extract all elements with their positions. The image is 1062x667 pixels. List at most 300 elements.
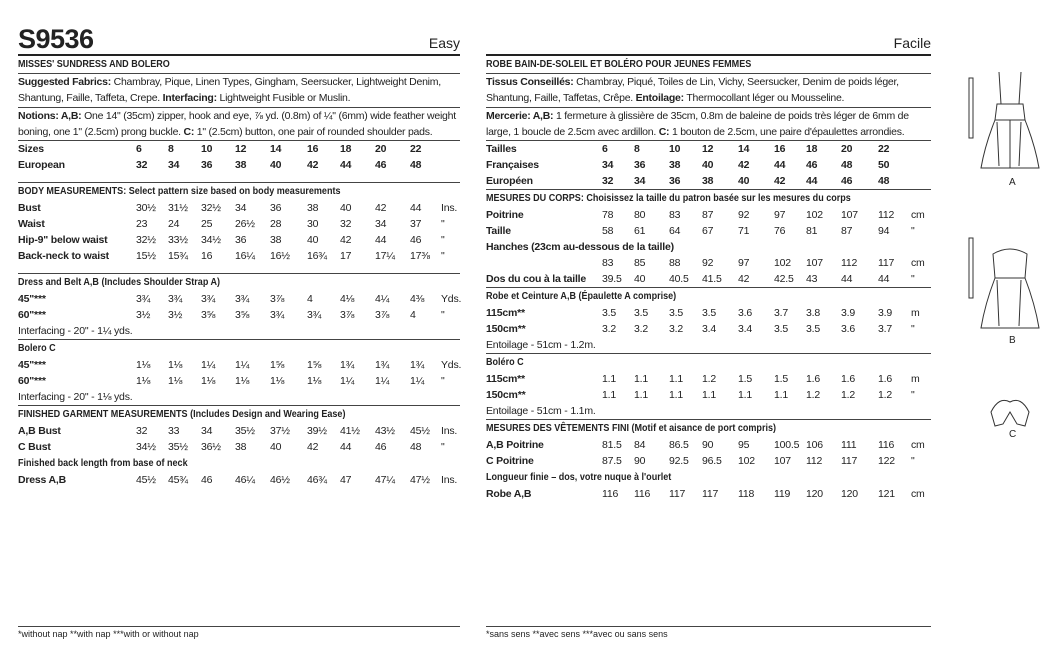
table-cell: 3½ (168, 309, 183, 322)
table-cell: 3.2 (669, 323, 683, 336)
view-a-label: A (1009, 177, 1016, 188)
unit-cell: " (441, 441, 445, 454)
table-cell: 31½ (168, 202, 188, 215)
unit-cell: " (911, 273, 915, 286)
finished-length-title-fr: Longueur finie – dos, votre nuque à l'ourlet (486, 471, 672, 484)
unit-cell: " (441, 250, 445, 263)
dress-yardage-table (18, 291, 460, 323)
row-label: 60"*** (18, 375, 46, 388)
table-cell: 36½ (201, 441, 221, 454)
table-cell: 3¾ (201, 293, 216, 306)
row-label: Européen (486, 175, 533, 188)
belt-a-icon (969, 78, 973, 138)
row-label: Back-neck to waist (18, 250, 109, 263)
table-row (18, 248, 460, 264)
bolero-yardage-title-fr: Boléro C (486, 356, 524, 369)
table-cell: 48 (410, 159, 422, 172)
table-cell: 41½ (340, 425, 360, 438)
table-cell: 14 (738, 143, 750, 156)
table-cell: 90 (702, 439, 714, 452)
table-row (486, 437, 931, 453)
table-cell: 1⅛ (168, 359, 183, 372)
footnote-fr: *sans sens **avec sens ***avec ou sans sens (486, 626, 931, 639)
row-label: Taille (486, 225, 511, 238)
table-cell: 58 (602, 225, 614, 238)
table-cell: 3.5 (806, 323, 820, 336)
table-cell: 87 (702, 209, 714, 222)
table-cell: 22 (410, 143, 422, 156)
table-cell: 4 (307, 293, 313, 306)
unit-cell: Ins. (441, 425, 458, 438)
table-cell: 36 (270, 202, 282, 215)
table-cell: 22 (878, 143, 890, 156)
table-cell: 1.1 (602, 373, 616, 386)
table-cell: 38 (669, 159, 681, 172)
table-cell: 111 (841, 439, 857, 452)
table-cell: 67 (702, 225, 714, 238)
table-cell: 117 (878, 257, 895, 270)
table-cell: 46 (375, 159, 387, 172)
table-cell: 1⅛ (136, 375, 151, 388)
garment-title-fr: ROBE BAIN-DE-SOLEIL ET BOLÉRO POUR JEUNES FEMMES (486, 58, 752, 70)
table-cell: 6 (136, 143, 142, 156)
finished-length-table-fr (486, 486, 931, 502)
table-cell: 40 (340, 202, 352, 215)
row-label: 45"*** (18, 293, 46, 306)
table-cell: 3.2 (602, 323, 616, 336)
table-cell: 44 (340, 441, 352, 454)
body-measurements-title: BODY MEASUREMENTS: Select pattern size based on body measurements (18, 185, 341, 198)
table-cell: 16 (774, 143, 786, 156)
table-row (486, 486, 931, 502)
table-cell: 1¼ (375, 375, 390, 388)
table-cell: 46 (375, 441, 387, 454)
row-label: A,B Poitrine (486, 439, 544, 452)
row-label: Sizes (18, 143, 44, 156)
unit-cell: cm (911, 209, 925, 222)
table-cell: 97 (738, 257, 750, 270)
unit-cell: " (911, 323, 915, 336)
table-cell: 81 (806, 225, 818, 238)
table-cell: 1.6 (841, 373, 855, 386)
table-cell: 15½ (136, 250, 156, 263)
table-cell: 46¼ (235, 474, 255, 487)
table-cell: 1.1 (738, 389, 752, 402)
table-cell: 3⅞ (375, 309, 390, 322)
table-cell: 94 (878, 225, 890, 238)
table-cell: 3⅝ (201, 309, 216, 322)
table-cell: 44 (806, 175, 818, 188)
table-cell: 71 (738, 225, 750, 238)
table-cell: 34 (201, 425, 213, 438)
row-label: Françaises (486, 159, 539, 172)
table-cell: 121 (878, 488, 895, 501)
table-cell: 1⅛ (168, 375, 183, 388)
table-cell: 1¾ (375, 359, 390, 372)
body-measurements-table (18, 200, 460, 264)
table-cell: 1⅛ (307, 375, 322, 388)
table-cell: 107 (774, 455, 791, 468)
table-cell: 3.9 (841, 307, 855, 320)
dress-yardage-table-fr (486, 305, 931, 337)
dress-interfacing-fr: Entoilage - 51cm - 1.2m. (486, 337, 931, 354)
table-cell: 36 (634, 159, 646, 172)
table-cell: 4¼ (375, 293, 390, 306)
table-cell: 42 (738, 159, 750, 172)
table-cell: 1.1 (634, 373, 648, 386)
table-cell: 44 (841, 273, 853, 286)
row-label: Tailles (486, 143, 517, 156)
dress-yardage-title: Dress and Belt A,B (Includes Shoulder Strap A) (18, 276, 221, 289)
hips-label-fr: Hanches (23cm au-dessous de la taille) (486, 241, 674, 254)
table-row (18, 216, 460, 232)
table-cell: 3¾ (136, 293, 151, 306)
table-cell: 64 (669, 225, 681, 238)
table-cell: 3.7 (878, 323, 892, 336)
unit-cell: m (911, 373, 920, 386)
notions-paragraph-fr: Mercerie: A,B: 1 fermeture à glissière de 35cm, 0.8m de baleine de poids très léger de 6mm de large, 1 boucle de 2.5cm avec ardillon. C: 1 bouton de 2.5cm, une paire d'épaulettes arrondies. (486, 109, 909, 138)
table-cell: 3¾ (168, 293, 183, 306)
table-row (18, 200, 460, 216)
table-cell: 12 (235, 143, 247, 156)
table-row (486, 387, 931, 403)
table-cell: 107 (841, 209, 858, 222)
table-cell: 78 (602, 209, 614, 222)
table-cell: 18 (340, 143, 352, 156)
table-cell: 1.1 (669, 373, 683, 386)
size-table-fr (486, 141, 931, 189)
table-cell: 1.1 (602, 389, 616, 402)
table-cell: 3⅝ (235, 309, 250, 322)
table-cell: 44 (410, 202, 422, 215)
table-cell: 112 (841, 257, 858, 270)
table-cell: 46½ (270, 474, 290, 487)
hips-row-fr (486, 255, 931, 271)
english-column (18, 24, 460, 488)
table-cell: 1¼ (340, 375, 355, 388)
table-cell: 1⅛ (201, 375, 216, 388)
table-cell: 48 (841, 159, 853, 172)
table-cell: 44 (774, 159, 786, 172)
table-cell: 32½ (136, 234, 156, 247)
table-cell: 46 (201, 474, 213, 487)
table-cell: 36 (669, 175, 681, 188)
table-cell: 40 (738, 175, 750, 188)
table-cell: 17 (340, 250, 352, 263)
table-cell: 40 (634, 273, 646, 286)
table-row (486, 223, 931, 239)
table-cell: 3.5 (634, 307, 648, 320)
table-cell: 92 (702, 257, 714, 270)
table-cell: 3¾ (235, 293, 250, 306)
belt-b-icon (969, 238, 973, 298)
finished-length-title: Finished back length from base of neck (18, 457, 188, 470)
table-cell: 3½ (136, 309, 151, 322)
table-row (486, 141, 931, 157)
finished-measurements-table (18, 423, 460, 455)
table-cell: 46¾ (307, 474, 327, 487)
table-cell: 102 (738, 455, 755, 468)
table-cell: 16 (307, 143, 319, 156)
table-cell: 112 (806, 455, 823, 468)
table-cell: 42 (307, 159, 319, 172)
table-cell: 117 (841, 455, 858, 468)
view-illustrations (955, 70, 1062, 470)
unit-cell: m (911, 307, 920, 320)
table-cell: 1.6 (878, 373, 892, 386)
row-label: Dress A,B (18, 474, 66, 487)
table-cell: 42.5 (774, 273, 794, 286)
table-cell: 87.5 (602, 455, 622, 468)
table-cell: 1¼ (201, 359, 216, 372)
table-row (486, 157, 931, 173)
row-label: 115cm** (486, 373, 525, 386)
table-cell: 116 (878, 439, 895, 452)
table-cell: 47 (340, 474, 352, 487)
row-label: Dos du cou à la taille (486, 273, 587, 286)
table-cell: 37 (410, 218, 422, 231)
table-cell: 43 (806, 273, 818, 286)
table-cell: 92.5 (669, 455, 689, 468)
table-cell: 40 (270, 159, 282, 172)
table-cell: 116 (634, 488, 651, 501)
unit-cell: " (441, 218, 445, 231)
table-cell: 102 (806, 209, 823, 222)
table-cell: 81.5 (602, 439, 622, 452)
unit-cell: cm (911, 488, 925, 501)
table-cell: 50 (878, 159, 890, 172)
table-cell: 44 (340, 159, 352, 172)
bolero-yardage-table (18, 357, 460, 389)
table-cell: 48 (878, 175, 890, 188)
table-cell: 92 (738, 209, 750, 222)
table-cell: 46 (806, 159, 818, 172)
table-cell: 20 (841, 143, 853, 156)
unit-cell: " (911, 225, 915, 238)
row-label: 45"*** (18, 359, 46, 372)
table-row (486, 305, 931, 321)
finished-measurements-title: FINISHED GARMENT MEASUREMENTS (Includes Design and Wearing Ease) (18, 408, 346, 421)
table-row (18, 141, 460, 157)
finished-measurements-title-fr: MESURES DES VÊTEMENTS FINI (Motif et aisance de port compris) (486, 422, 777, 435)
table-row (486, 371, 931, 387)
row-label: Robe A,B (486, 488, 532, 501)
table-cell: 34½ (201, 234, 221, 247)
table-cell: 36 (201, 159, 213, 172)
table-cell: 1.2 (806, 389, 820, 402)
table-cell: 117 (669, 488, 686, 501)
table-cell: 33½ (168, 234, 188, 247)
table-cell: 120 (806, 488, 823, 501)
difficulty-level-fr: Facile (893, 35, 931, 51)
table-cell: 1.2 (702, 373, 716, 386)
table-cell: 42 (738, 273, 750, 286)
table-cell: 47¼ (375, 474, 395, 487)
table-cell: 122 (878, 455, 895, 468)
table-cell: 46 (841, 175, 853, 188)
table-cell: 37½ (270, 425, 290, 438)
body-measurements-title-fr: MESURES DU CORPS: Choisissez la taille du patron basée sur les mesures du corps (486, 192, 851, 205)
table-cell: 34 (375, 218, 387, 231)
table-cell: 3.2 (634, 323, 648, 336)
table-row (18, 357, 460, 373)
table-cell: 47½ (410, 474, 430, 487)
table-cell: 3.6 (841, 323, 855, 336)
notions-paragraph: Notions: A,B: One 14" (35cm) zipper, hook and eye, ⅞ yd. (0.8m) of ¼" (6mm) wide feather weight boning, one 1" (2.5cm) prong buckle. C: 1" (2.5cm) button, one pair of rounded shoulder pads. (18, 109, 456, 138)
table-cell: 83 (669, 209, 681, 222)
table-cell: 1.6 (806, 373, 820, 386)
table-cell: 4 (410, 309, 416, 322)
table-cell: 39½ (307, 425, 327, 438)
table-cell: 33 (168, 425, 180, 438)
table-cell: 42 (375, 202, 387, 215)
table-cell: 107 (806, 257, 823, 270)
table-cell: 12 (702, 143, 714, 156)
table-cell: 80 (634, 209, 646, 222)
table-cell: 3.5 (602, 307, 616, 320)
unit-cell: " (911, 455, 915, 468)
unit-cell: " (441, 375, 445, 388)
row-label: 150cm** (486, 389, 526, 402)
size-table (18, 141, 460, 173)
table-cell: 3.5 (669, 307, 683, 320)
row-label: 150cm** (486, 323, 526, 336)
table-cell: 3.6 (738, 307, 752, 320)
unit-cell: " (911, 389, 915, 402)
table-cell: 26½ (235, 218, 255, 231)
dress-yardage-title-fr: Robe et Ceinture A,B (Épaulette A comprise) (486, 290, 677, 303)
table-cell: 4⅜ (410, 293, 425, 306)
table-row (18, 472, 460, 488)
dress-a-sketch (955, 70, 1062, 470)
table-cell: 3⅞ (270, 293, 285, 306)
table-cell: 3.9 (878, 307, 892, 320)
table-cell: 120 (841, 488, 858, 501)
header-fr (486, 24, 931, 54)
difficulty-level: Easy (428, 35, 460, 51)
table-cell: 30 (307, 218, 319, 231)
table-cell: 39.5 (602, 273, 622, 286)
table-cell: 1⅝ (307, 359, 322, 372)
table-cell: 44 (375, 234, 387, 247)
dress-interfacing: Interfacing - 20" - 1¼ yds. (18, 323, 460, 340)
table-cell: 87 (841, 225, 853, 238)
table-row (486, 321, 931, 337)
table-cell: 41.5 (702, 273, 722, 286)
view-b-label: B (1009, 335, 1016, 346)
row-label: Waist (18, 218, 45, 231)
table-cell: 42 (774, 175, 786, 188)
table-cell: 119 (774, 488, 791, 501)
row-label: 115cm** (486, 307, 525, 320)
row-label: 60"*** (18, 309, 46, 322)
table-cell: 3.8 (806, 307, 820, 320)
row-label: European (18, 159, 65, 172)
fabrics-paragraph-fr: Tissus Conseillés: Chambray, Piqué, Toiles de Lin, Vichy, Seersucker, Denim de poids léger, Shantung, Faille, Taffetas, Crêpe. Entoilage: Thermocollant léger ou Mousseline. (486, 76, 899, 105)
header (18, 24, 460, 54)
table-cell: 38 (702, 175, 714, 188)
table-cell: 1⅛ (270, 375, 285, 388)
table-cell: 48 (410, 441, 422, 454)
table-cell: 117 (702, 488, 719, 501)
footnote-en: *without nap **with nap ***with or without nap (18, 626, 460, 639)
table-cell: 1⅝ (270, 359, 285, 372)
fabrics-paragraph: Suggested Fabrics: Chambray, Pique, Linen Types, Gingham, Seersucker, Lightweight Denim, Shantung, Faille, Taffeta, Crepe. Interfacing: Lightweight Fusible or Muslin. (18, 76, 441, 105)
row-label: Hip-9" below waist (18, 234, 108, 247)
table-cell: 1.2 (841, 389, 855, 402)
table-cell: 42 (307, 441, 319, 454)
table-cell: 118 (738, 488, 755, 501)
french-column (486, 24, 931, 502)
table-cell: 32 (136, 425, 148, 438)
table-cell: 34 (634, 175, 646, 188)
bolero-yardage-title: Bolero C (18, 342, 56, 355)
table-cell: 34 (168, 159, 180, 172)
table-cell: 16 (201, 250, 213, 263)
table-cell: 40 (702, 159, 714, 172)
bolero-interfacing-fr: Entoilage - 51cm - 1.1m. (486, 403, 931, 420)
table-cell: 45½ (410, 425, 430, 438)
table-cell: 1.1 (634, 389, 648, 402)
table-row (486, 453, 931, 469)
table-cell: 34½ (136, 441, 156, 454)
table-cell: 42 (340, 234, 352, 247)
table-cell: 38 (235, 159, 247, 172)
table-cell: 23 (136, 218, 148, 231)
table-cell: 15¾ (168, 250, 188, 263)
table-cell: 34 (602, 159, 614, 172)
table-cell: 3¾ (307, 309, 322, 322)
table-cell: 76 (774, 225, 786, 238)
table-cell: 45½ (136, 474, 156, 487)
row-label: A,B Bust (18, 425, 61, 438)
table-cell: 3⅞ (340, 309, 355, 322)
table-cell: 83 (602, 257, 614, 270)
table-row (486, 173, 931, 189)
table-cell: 32 (340, 218, 352, 231)
table-cell: 35½ (168, 441, 188, 454)
table-cell: 1.5 (738, 373, 752, 386)
table-row (18, 423, 460, 439)
unit-cell: cm (911, 257, 925, 270)
table-cell: 17¼ (375, 250, 395, 263)
table-cell: 38 (270, 234, 282, 247)
unit-cell: Yds. (441, 293, 462, 306)
table-cell: 8 (168, 143, 174, 156)
table-cell: 20 (375, 143, 387, 156)
table-cell: 1.2 (878, 389, 892, 402)
table-cell: 24 (168, 218, 180, 231)
table-cell: 3.5 (702, 307, 716, 320)
table-cell: 102 (774, 257, 791, 270)
finished-measurements-table-fr (486, 437, 931, 469)
table-cell: 86.5 (669, 439, 689, 452)
table-cell: 1¾ (410, 359, 425, 372)
table-cell: 1⅛ (136, 359, 151, 372)
unit-cell: cm (911, 439, 925, 452)
table-cell: 95 (738, 439, 750, 452)
table-cell: 25 (201, 218, 213, 231)
table-cell: 16¾ (307, 250, 327, 263)
pattern-number: S9536 (18, 24, 94, 54)
table-cell: 1¼ (410, 375, 425, 388)
table-cell: 34 (235, 202, 247, 215)
table-cell: 46 (410, 234, 422, 247)
table-row (486, 271, 931, 288)
table-cell: 8 (634, 143, 640, 156)
back-row-fr (486, 271, 931, 288)
unit-cell: " (441, 234, 445, 247)
